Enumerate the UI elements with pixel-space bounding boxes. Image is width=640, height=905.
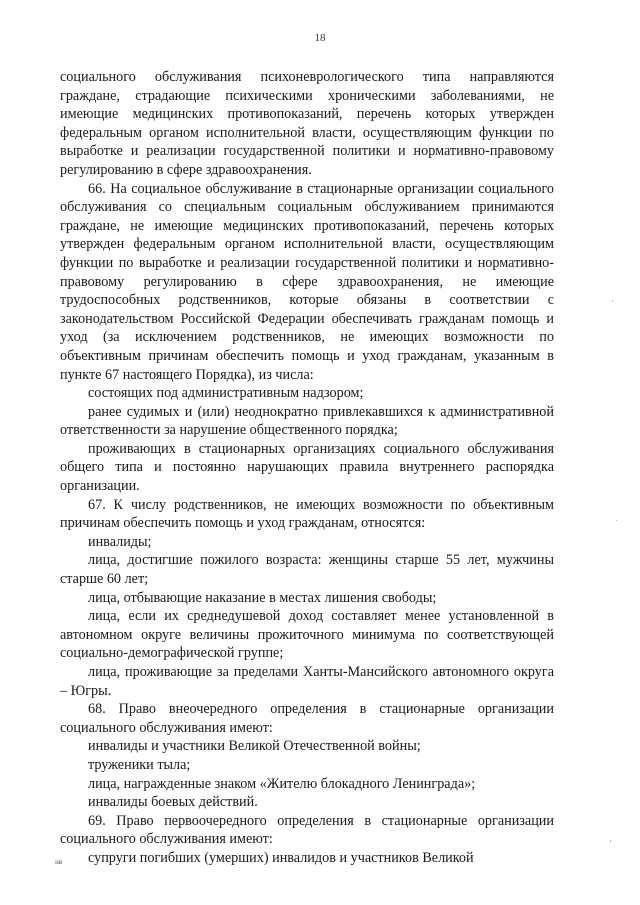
paragraph-66: 66. На социальное обслуживание в стационарные организации социального обслуживания со специальным социальным обслуживанием принимаются граждане, не имеющие медицинских противопоказаний, перечень которых утвержден федеральным органом исполнительной власти, осуществляющим функции по выработке и реализации государственной политики и нормативно-правовому регулированию в сфере здравоохранения, не имеющие трудоспособных родственников, которые обязаны в соответствии с законодательством Российской Федерации обеспечивать гражданам помощь и уход (за исключением родственников, не имеющих возможности по объективным причинам обеспечить помощь и уход гражданам, указанным в пункте 67 настоящего Порядка), из числа: — [60, 180, 554, 383]
document-body — [60, 68, 554, 868]
list-item: труженики тыла; — [88, 756, 191, 773]
paragraph-68: 68. Право внеочередного определения в стационарные организации социального обслуживания имеют: — [60, 701, 554, 736]
page-number: 18 — [314, 32, 326, 44]
list-item: лица, отбывающие наказание в местах лишения свободы; — [88, 589, 437, 606]
list-item: лица, если их среднедушевой доход составляет менее установленной в автономном округе величины прожиточного минимума по соответствующей социально-демографической группе; — [60, 608, 554, 662]
list-item: лица, достигшие пожилого возраста: женщины старше 55 лет, мужчины старше 60 лет; — [60, 552, 554, 588]
list-item: проживающих в стационарных организациях социального обслуживания общего типа и постоянно нарушающих правила внутреннего распорядка организации. — [60, 440, 554, 495]
scan-corner-mark: ııв — [55, 858, 63, 866]
paragraph-69: 69. Право первоочередного определения в стационарные организации социального обслуживания имеют: — [60, 812, 554, 848]
scan-speck — [610, 840, 611, 842]
scan-speck — [616, 520, 617, 521]
list-item: лица, награжденные знаком «Жителю блокадного Ленинграда»; — [88, 775, 476, 792]
list-item: ранее судимых и (или) неоднократно привлекавшихся к административной ответственности за нарушение общественного порядка; — [60, 403, 554, 439]
scan-speck — [612, 300, 613, 302]
list-item: инвалиды боевых действий. — [88, 794, 258, 811]
paragraph-continuation: социального обслуживания психоневрологического типа направляются граждане, страдающие психическими хроническими заболеваниями, не имеющие медицинских противопоказаний, перечень которых утвержден федеральным органом исполнительной власти, осуществляющим функции по выработке и реализации государственной политики и нормативно-правовому регулированию в сфере здравоохранения. — [60, 69, 554, 178]
list-item: инвалиды; — [88, 533, 152, 550]
list-item: инвалиды и участники Великой Отечественной войны; — [88, 738, 421, 755]
list-item: лица, проживающие за пределами Ханты-Мансийского автономного округа – Югры. — [60, 664, 554, 699]
paragraph-67: 67. К числу родственников, не имеющих возможности по объективным причинам обеспечить помощь и уход гражданам, относятся: — [60, 496, 554, 532]
list-item: супруги погибших (умерших) инвалидов и участников Великой — [88, 849, 474, 866]
list-item: состоящих под административным надзором; — [88, 385, 364, 402]
